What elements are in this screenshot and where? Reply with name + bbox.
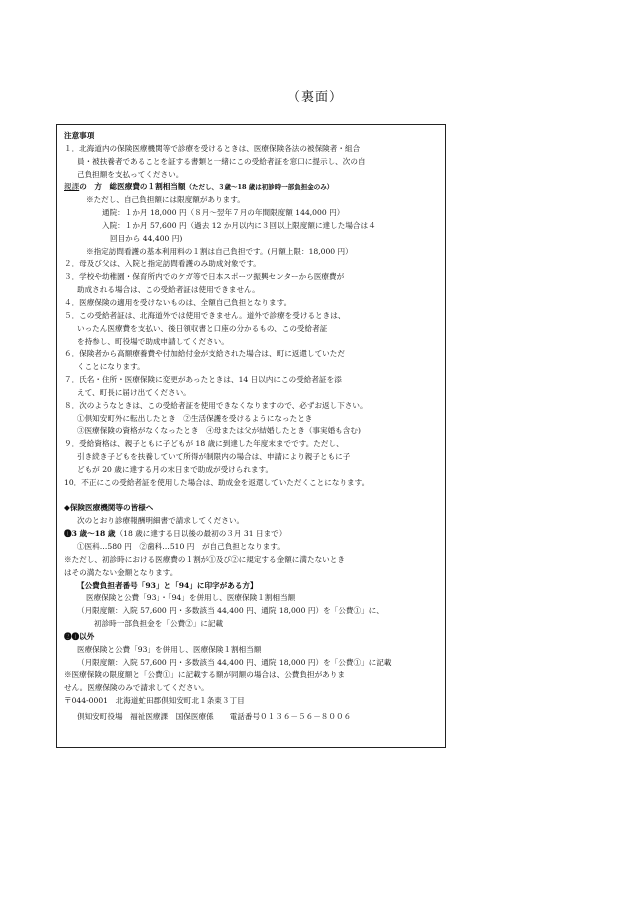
section2-line: （月限度額：入院 57,600 円・多数該当 44,400 円、通院 18,000 円）を「公費①」に記載 [77, 657, 392, 667]
note-line: ５．この受給者証は、北海道外では使用できません。道外で診療を受けるときは、 [64, 310, 346, 320]
note-line: ７．氏名・住所・医療保険に変更があったときは、14 日以内にこの受給者証を添 [64, 375, 342, 385]
section1-line: ①医科…580 円 ②歯科…510 円 が自己負担となります。 [77, 542, 285, 551]
section1-heading [64, 528, 438, 541]
note-line: ※指定訪問看護の基本利用料の１割は自己負担です。(月額上限：18,000 円） [86, 246, 353, 256]
contact-office: 倶知安町役場 福祉医療課 国保医療係 [77, 711, 214, 721]
note-line: ２．母及び父は、入院と指定訪問看護のみ助成対象です。 [64, 259, 261, 269]
note-line: 10．不正にこの受給者証を使用した場合は、助成金を返還していただくことになります。 [64, 477, 370, 487]
section1-line: はその満たない金額となります。 [64, 567, 178, 577]
institutions-intro: 次のとおり診療報酬明細書で請求してください。 [77, 516, 245, 526]
note-line: 引き続き子どもを扶養していて所得が制限内の場合は、申請により親子ともに子 [77, 452, 351, 462]
section1-subtitle: （18 歳に達する日以後の最初の３月 31 日まで） [115, 529, 287, 539]
notice-box [56, 124, 446, 748]
section2-line: 医療保険と公費「93」を併用し、医療保険１割相当額 [77, 644, 262, 654]
note-line: ６．保険者から高額療養費や付加給付金が支給された場合は、町に返還していただ [64, 349, 345, 359]
note-line: くことになります。 [77, 362, 145, 372]
section2-title: ❷❶以外 [64, 631, 95, 641]
copay-line [64, 181, 438, 194]
note-line: 己負担額を支払ってください。 [77, 169, 184, 179]
note-line: えて、町長に届け出てください。 [77, 387, 191, 397]
note-line: 回目から 44,400 円) [110, 233, 183, 243]
copay-rate: の 方 総医療費の１割相当額 [79, 182, 186, 192]
note-line: １．北海道内の保険医療機関等で診療を受けるときは、医療保険各法の被保険者・組合 [64, 143, 361, 153]
note-line: 員・被扶養者であることを証する書類と一緒にこの受給者証を窓口に提示し、次の自 [77, 156, 366, 166]
section1-line: 【公費負担者番号「93」と「94」に印字がある方】 [77, 580, 258, 590]
note-line: ①倶知安町外に転出したとき ②生活保護を受けるようになったとき [77, 413, 313, 423]
section2-line: ※医療保険の限度額と「公費①」に記載する額が同額の場合は、公費負担がありま [64, 670, 345, 680]
note-line: ３．学校や幼稚園・保育所内でのケガ等で日本スポーツ振興センターから医療費が [64, 272, 345, 282]
note-line: ８．次のようなときは、この受給者証を使用できなくなりますので、必ずお返し下さい。 [64, 400, 368, 410]
copay-label: 親課 [64, 182, 80, 192]
note-line: 入院：１か月 57,600 円（過去 12 か月以内に３回以上限度額に達した場合は４ [102, 220, 376, 230]
institutions-title: ◆保険医療機関等の皆様へ [64, 503, 154, 513]
note-line: を持参し、町役場で助成申請してください。 [77, 336, 229, 346]
note-line: いったん医療費を支払い、後日領収書と口座の分かるもの、この受給者証 [77, 323, 328, 333]
note-line: 助成される場合は、この受給者証は使用できません。 [77, 285, 260, 295]
note-line: ※ただし、自己負担額には限度額があります。 [86, 195, 245, 205]
section1-line: ※ただし、初診時における医療費の１割が①及び②に規定する金額に満たないとき [64, 554, 345, 564]
copay-note: （ただし、３歳～18 歳は初診時一部負担金のみ） [185, 183, 334, 192]
section1-line: （月限度額：入院 57,600 円・多数該当 44,400 円、通院 18,000 円）を「公費①」に、 [77, 606, 384, 616]
section2-line: せん。医療保険のみで請求してください。 [64, 683, 209, 693]
note-line: 通院：１か月 18,000 円（８月～翌年７月の年間限度額 144,000 円） [102, 208, 345, 218]
spacer [64, 490, 438, 503]
section1-line: 医療保険と公費「93」・「94」を併用し、医療保険１割相当額 [86, 593, 296, 603]
note-line: ９．受給資格は、親子ともに子どもが 18 歳に到達した年度末までです。ただし、 [64, 439, 344, 449]
note-line: どもが 20 歳に達する月の末日まで助成が受けられます。 [77, 464, 274, 474]
note-line: ③医療保険の資格がなくなったとき ④母または父が結婚したとき（事実婚も含む) [77, 426, 361, 436]
section1-line: 初診時一部負担金を「公費②」に記載 [94, 619, 224, 629]
contact-line [64, 711, 438, 724]
page-heading: （裏面） [286, 90, 343, 105]
notes-title: 注意事項 [64, 131, 95, 140]
section1-title: ❶3 歳～18 歳 [64, 529, 116, 539]
note-line: ４．医療保険の適用を受けないものは、全額自己負担となります。 [64, 297, 292, 307]
contact-phone: 電話番号０１３６－５６－８００６ [229, 711, 352, 721]
contact-address: 〒044-0001 北海道虻田郡倶知安町北１条東３丁目 [64, 696, 245, 706]
